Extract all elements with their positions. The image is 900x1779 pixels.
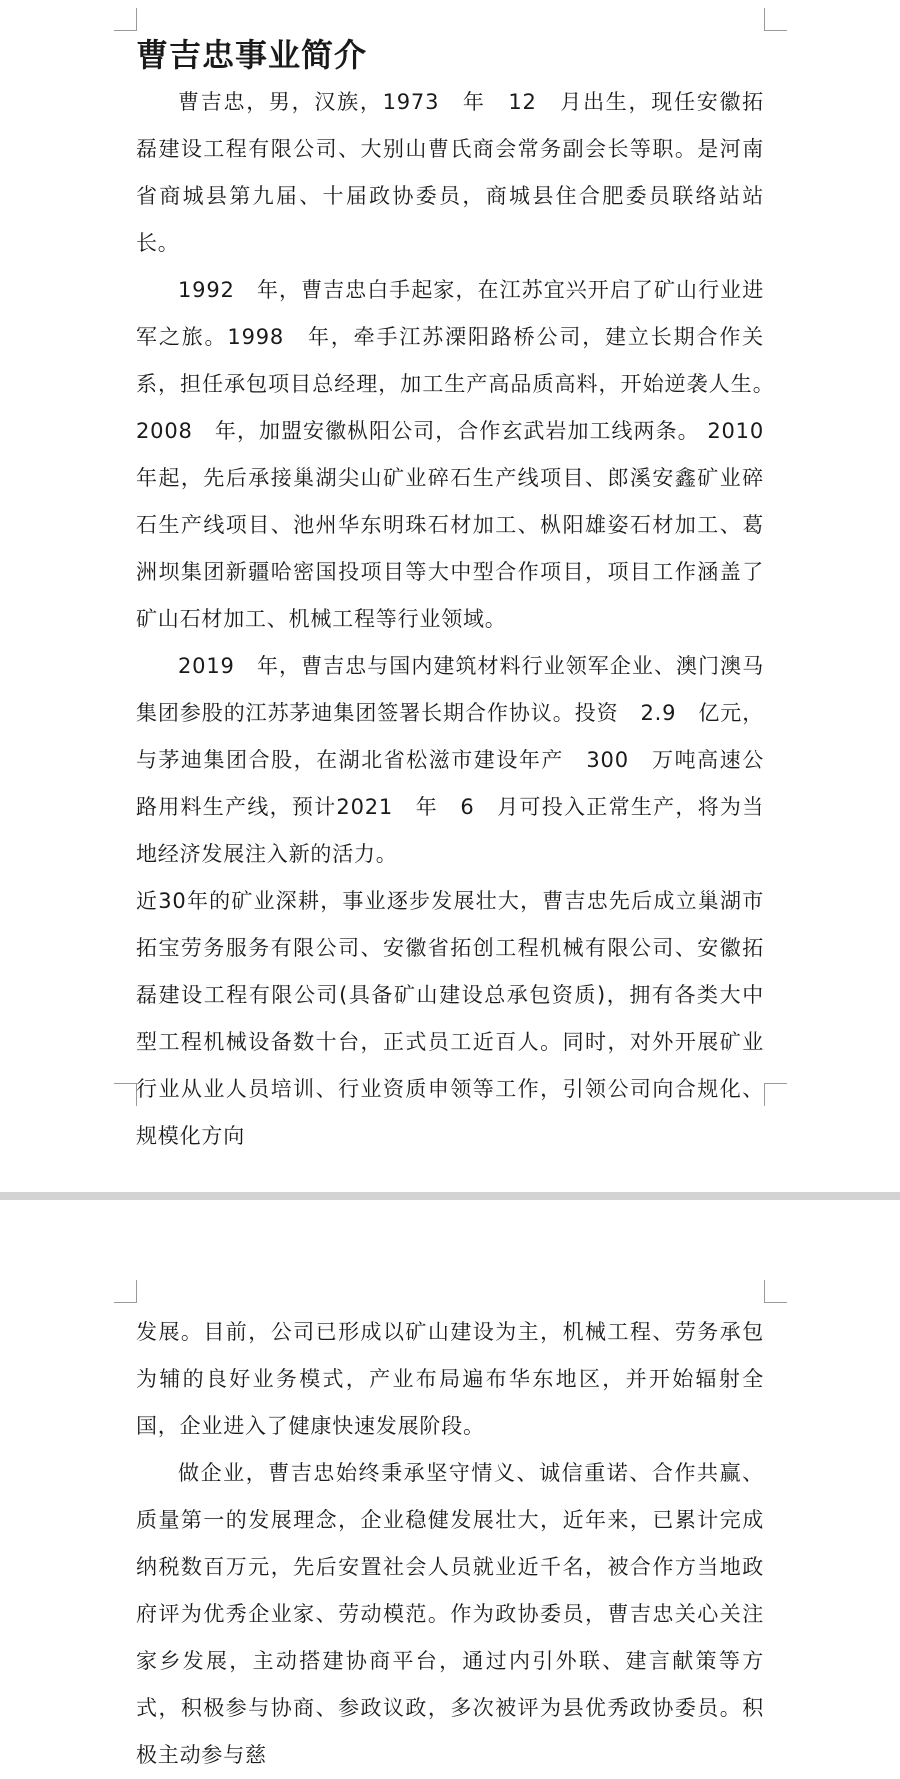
document-page-2	[0, 1200, 900, 1767]
crop-mark-bottom-left	[114, 1083, 137, 1106]
crop-mark-bottom-right	[764, 1083, 787, 1106]
page-2-body	[136, 1309, 764, 1767]
paragraph-1: 曹吉忠，男，汉族，1973 年 12 月出生，现任安徽拓磊建设工程有限公司、大别山曹氏商会常务副会长等职。是河南省商城县第九届、十届政协委员，商城县住合肥委员联络站站长。	[136, 90, 764, 255]
document-title: 曹吉忠事业简介	[136, 36, 368, 74]
paragraph-4: 近30年的矿业深耕，事业逐步发展壮大，曹吉忠先后成立巢湖市拓宝劳务服务有限公司、安徽省拓创工程机械有限公司、安徽拓磊建设工程有限公司(具备矿山建设总承包资质)，拥有各类大中型工程机械设备数十台，正式员工近百人。同时，对外开展矿业行业从业人员培训、行业资质申领等工作，引领公司向合规化、规模化方向	[136, 889, 764, 1148]
page-separator	[0, 1192, 900, 1200]
paragraph-5: 发展。目前，公司已形成以矿山建设为主，机械工程、劳务承包为辅的良好业务模式，产业布局遍布华东地区，并开始辐射全国，企业进入了健康快速发展阶段。	[136, 1320, 764, 1438]
page-1-body	[136, 79, 786, 1148]
paragraph-2: 1992 年，曹吉忠白手起家，在江苏宜兴开启了矿山行业进军之旅。1998 年，牵手江苏溧阳路桥公司，建立长期合作关系，担任承包项目总经理，加工生产高品质高料，开始逆袭人生。 2008 年，加盟安徽枞阳公司，合作玄武岩加工线两条。 2010 年起，先后承接巢湖尖山矿业碎石生产线项目、郎溪安鑫矿业碎石生产线项目、池州华东明珠石材加工、枞阳雄姿石材加工、葛洲坝集团新疆哈密国投项目等大中型合作项目，项目工作涵盖了矿山石材加工、机械工程等行业领域。	[136, 278, 786, 631]
crop-mark-top-right-page-2	[764, 1280, 787, 1303]
crop-mark-top-left-page-2	[114, 1280, 137, 1303]
crop-mark-top-right	[764, 8, 787, 31]
paragraph-6: 做企业，曹吉忠始终秉承坚守情义、诚信重诺、合作共赢、质量第一的发展理念，企业稳健发展壮大，近年来，已累计完成纳税数百万元，先后安置社会人员就业近千名，被合作方当地政府评为优秀企业家、劳动模范。作为政协委员，曹吉忠关心关注家乡发展，主动搭建协商平台，通过内引外联、建言献策等方式，积极参与协商、参政议政，多次被评为县优秀政协委员。积极主动参与慈	[136, 1461, 764, 1767]
paragraph-3: 2019 年，曹吉忠与国内建筑材料行业领军企业、澳门澳马集团参股的江苏茅迪集团签署长期合作协议。投资 2.9 亿元，与茅迪集团合股，在湖北省松滋市建设年产 300 万吨高速公路用料生产线，预计2021 年 6 月可投入正常生产，将为当地经济发展注入新的活力。	[136, 654, 764, 866]
crop-mark-top-left	[114, 8, 137, 31]
